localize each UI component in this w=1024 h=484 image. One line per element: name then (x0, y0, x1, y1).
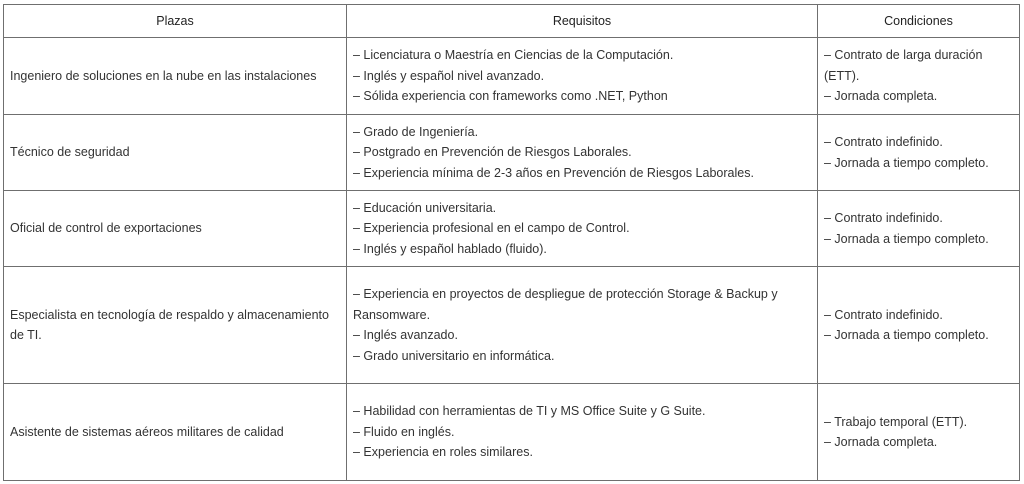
plaza-cell: Asistente de sistemas aéreos militares de calidad (4, 384, 347, 481)
header-requisitos: Requisitos (347, 5, 818, 38)
condiciones-cell (818, 384, 1020, 481)
table-row (4, 191, 1020, 267)
table-header-row (4, 5, 1020, 38)
job-table-container (3, 4, 1019, 481)
condiciones-cell (818, 38, 1020, 115)
condicion-item: – Jornada a tiempo completo. (824, 231, 989, 246)
requisito-item: – Educación universitaria. (353, 200, 497, 215)
requisito-item: – Experiencia en proyectos de despliegue de protección Storage & Backup y Ransomware. (353, 287, 778, 322)
plaza-cell: Especialista en tecnología de respaldo y almacenamiento de TI. (4, 267, 347, 384)
requisitos-cell (347, 384, 818, 481)
requisito-item: – Experiencia en roles similares. (353, 445, 533, 460)
condiciones-cell (818, 267, 1020, 384)
condicion-item: – Contrato indefinido. (824, 135, 943, 149)
condiciones-cell (818, 115, 1020, 191)
job-offers-table (3, 4, 1020, 481)
table-row (4, 38, 1020, 115)
table-row (4, 115, 1020, 191)
plaza-cell: Técnico de seguridad (4, 115, 347, 191)
plaza-cell: Ingeniero de soluciones en la nube en las instalaciones (4, 38, 347, 115)
requisitos-cell (347, 38, 818, 115)
table-row (4, 267, 1020, 384)
requisitos-cell (347, 115, 818, 191)
condicion-item: – Contrato indefinido. (824, 307, 943, 322)
requisito-item: – Fluido en inglés. (353, 424, 455, 439)
condicion-item: – Jornada completa. (824, 89, 938, 104)
requisito-item: – Inglés y español hablado (fluido). (353, 241, 547, 256)
condicion-item: – Jornada completa. (824, 435, 938, 449)
header-condiciones: Condiciones (818, 5, 1020, 38)
condicion-item: – Trabajo temporal (ETT). (824, 414, 968, 429)
condiciones-cell (818, 191, 1020, 267)
requisito-item: – Inglés avanzado. (353, 328, 458, 342)
requisitos-cell (347, 267, 818, 384)
requisito-item: – Experiencia profesional en el campo de Control. (353, 221, 630, 236)
header-plazas: Plazas (4, 5, 347, 38)
condicion-item: – Jornada a tiempo completo. (824, 328, 989, 342)
condicion-item: – Jornada a tiempo completo. (824, 155, 989, 170)
table-row (4, 384, 1020, 481)
requisito-item: – Postgrado en Prevención de Riesgos Laborales. (353, 145, 632, 160)
requisito-item: – Licenciatura o Maestría en Ciencias de la Computación. (353, 48, 674, 63)
requisito-item: – Grado de Ingeniería. (353, 124, 479, 139)
requisito-item: – Grado universitario en informática. (353, 348, 555, 363)
requisito-item: – Experiencia mínima de 2-3 años en Prevención de Riesgos Laborales. (353, 165, 754, 180)
requisito-item: – Inglés y español nivel avanzado. (353, 68, 545, 83)
requisito-item: – Habilidad con herramientas de TI y MS Office Suite y G Suite. (353, 404, 706, 419)
plaza-cell: Oficial de control de exportaciones (4, 191, 347, 267)
requisitos-cell (347, 191, 818, 267)
condicion-item: – Contrato indefinido. (824, 211, 943, 225)
requisito-item: – Sólida experiencia con frameworks como .NET, Python (353, 89, 668, 104)
condicion-item: – Contrato de larga duración (ETT). (824, 48, 983, 83)
